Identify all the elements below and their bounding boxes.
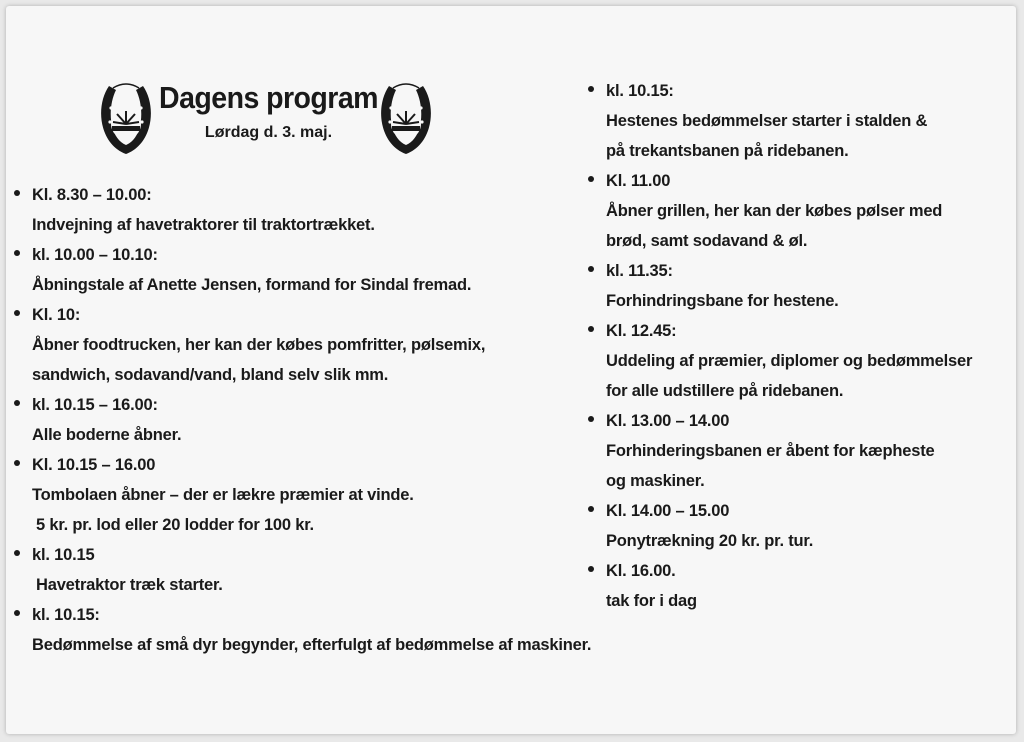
- bullet-icon: [588, 86, 594, 92]
- bullet-icon: [588, 176, 594, 182]
- bullet-icon: [14, 190, 20, 196]
- list-item: [588, 556, 1008, 616]
- item-text: Tombolaen åbner – der er lækre præmier at vinde.: [32, 486, 414, 504]
- list-item: [588, 76, 1008, 166]
- item-time: Kl. 11.00: [606, 172, 671, 190]
- page-title: Dagens program: [159, 80, 378, 115]
- item-text: Åbner foodtrucken, her kan der købes pomfritter, pølsemix,: [32, 336, 486, 354]
- bullet-icon: [588, 566, 594, 572]
- item-text: Indvejning af havetraktorer til traktortrækket.: [32, 216, 375, 234]
- item-time: Kl. 10.15 – 16.00: [32, 456, 156, 474]
- item-text: Alle boderne åbner.: [32, 426, 182, 444]
- item-text: Ponytrækning 20 kr. pr. tur.: [606, 532, 814, 550]
- list-item: [588, 496, 1008, 556]
- item-text: sandwich, sodavand/vand, bland selv slik mm.: [32, 366, 389, 384]
- list-item: [588, 166, 1008, 256]
- item-text: tak for i dag: [606, 592, 697, 610]
- list-item: [588, 316, 1008, 406]
- bullet-icon: [588, 416, 594, 422]
- list-item: [588, 406, 1008, 496]
- item-time: Kl. 16.00.: [606, 562, 676, 580]
- list-item: [14, 450, 554, 540]
- item-time: Kl. 13.00 – 14.00: [606, 412, 730, 430]
- item-time: kl. 10.00 – 10.10:: [32, 246, 158, 264]
- list-item: [14, 300, 554, 390]
- program-list-left: [14, 180, 592, 660]
- bullet-icon: [14, 460, 20, 466]
- bullet-icon: [14, 250, 20, 256]
- bullet-icon: [588, 266, 594, 272]
- item-text: og maskiner.: [606, 472, 705, 490]
- item-text: Åbner grillen, her kan der købes pølser med: [606, 202, 943, 220]
- item-time: Kl. 12.45:: [606, 322, 677, 340]
- program-header: [101, 74, 436, 160]
- list-item: [14, 240, 554, 300]
- item-text: Åbningstale af Anette Jensen, formand for Sindal fremad.: [32, 276, 472, 294]
- item-text: Uddeling af præmier, diplomer og bedømmelser: [606, 352, 973, 370]
- item-text: på trekantsbanen på ridebanen.: [606, 142, 849, 160]
- item-time: Kl. 14.00 – 15.00: [606, 502, 730, 520]
- bullet-icon: [14, 550, 20, 556]
- item-text: 5 kr. pr. lod eller 20 lodder for 100 kr.: [36, 516, 314, 534]
- horseshoe-logo-icon: [381, 78, 431, 160]
- item-time: kl. 10.15: [32, 546, 95, 564]
- list-item: [14, 540, 554, 600]
- item-text: Bedømmelse af små dyr begynder, efterfulgt af bedømmelse af maskiner.: [32, 636, 592, 654]
- item-time: kl. 11.35:: [606, 262, 673, 280]
- bullet-icon: [588, 326, 594, 332]
- program-sheet: [6, 6, 1016, 734]
- bullet-icon: [14, 400, 20, 406]
- item-text: Havetraktor træk starter.: [36, 576, 223, 594]
- item-text: Hestenes bedømmelser starter i stalden &: [606, 112, 928, 130]
- page-subtitle: Lørdag d. 3. maj.: [204, 124, 333, 141]
- item-time: Kl. 8.30 – 10.00:: [32, 186, 152, 204]
- item-time: kl. 10.15:: [32, 606, 100, 624]
- list-item: [14, 600, 592, 660]
- item-text: for alle udstillere på ridebanen.: [606, 382, 844, 400]
- list-item: [14, 390, 554, 450]
- item-time: Kl. 10:: [32, 306, 81, 324]
- list-item: [588, 256, 1008, 316]
- item-time: kl. 10.15:: [606, 82, 674, 100]
- list-item: [14, 180, 554, 240]
- item-time: kl. 10.15 – 16.00:: [32, 396, 158, 414]
- program-list-right: [588, 76, 1008, 616]
- bullet-icon: [14, 310, 20, 316]
- bullet-icon: [14, 610, 20, 616]
- item-text: Forhindringsbane for hestene.: [606, 292, 839, 310]
- item-text: Forhinderingsbanen er åbent for kæpheste: [606, 442, 935, 460]
- item-text: brød, samt sodavand & øl.: [606, 232, 808, 250]
- bullet-icon: [588, 506, 594, 512]
